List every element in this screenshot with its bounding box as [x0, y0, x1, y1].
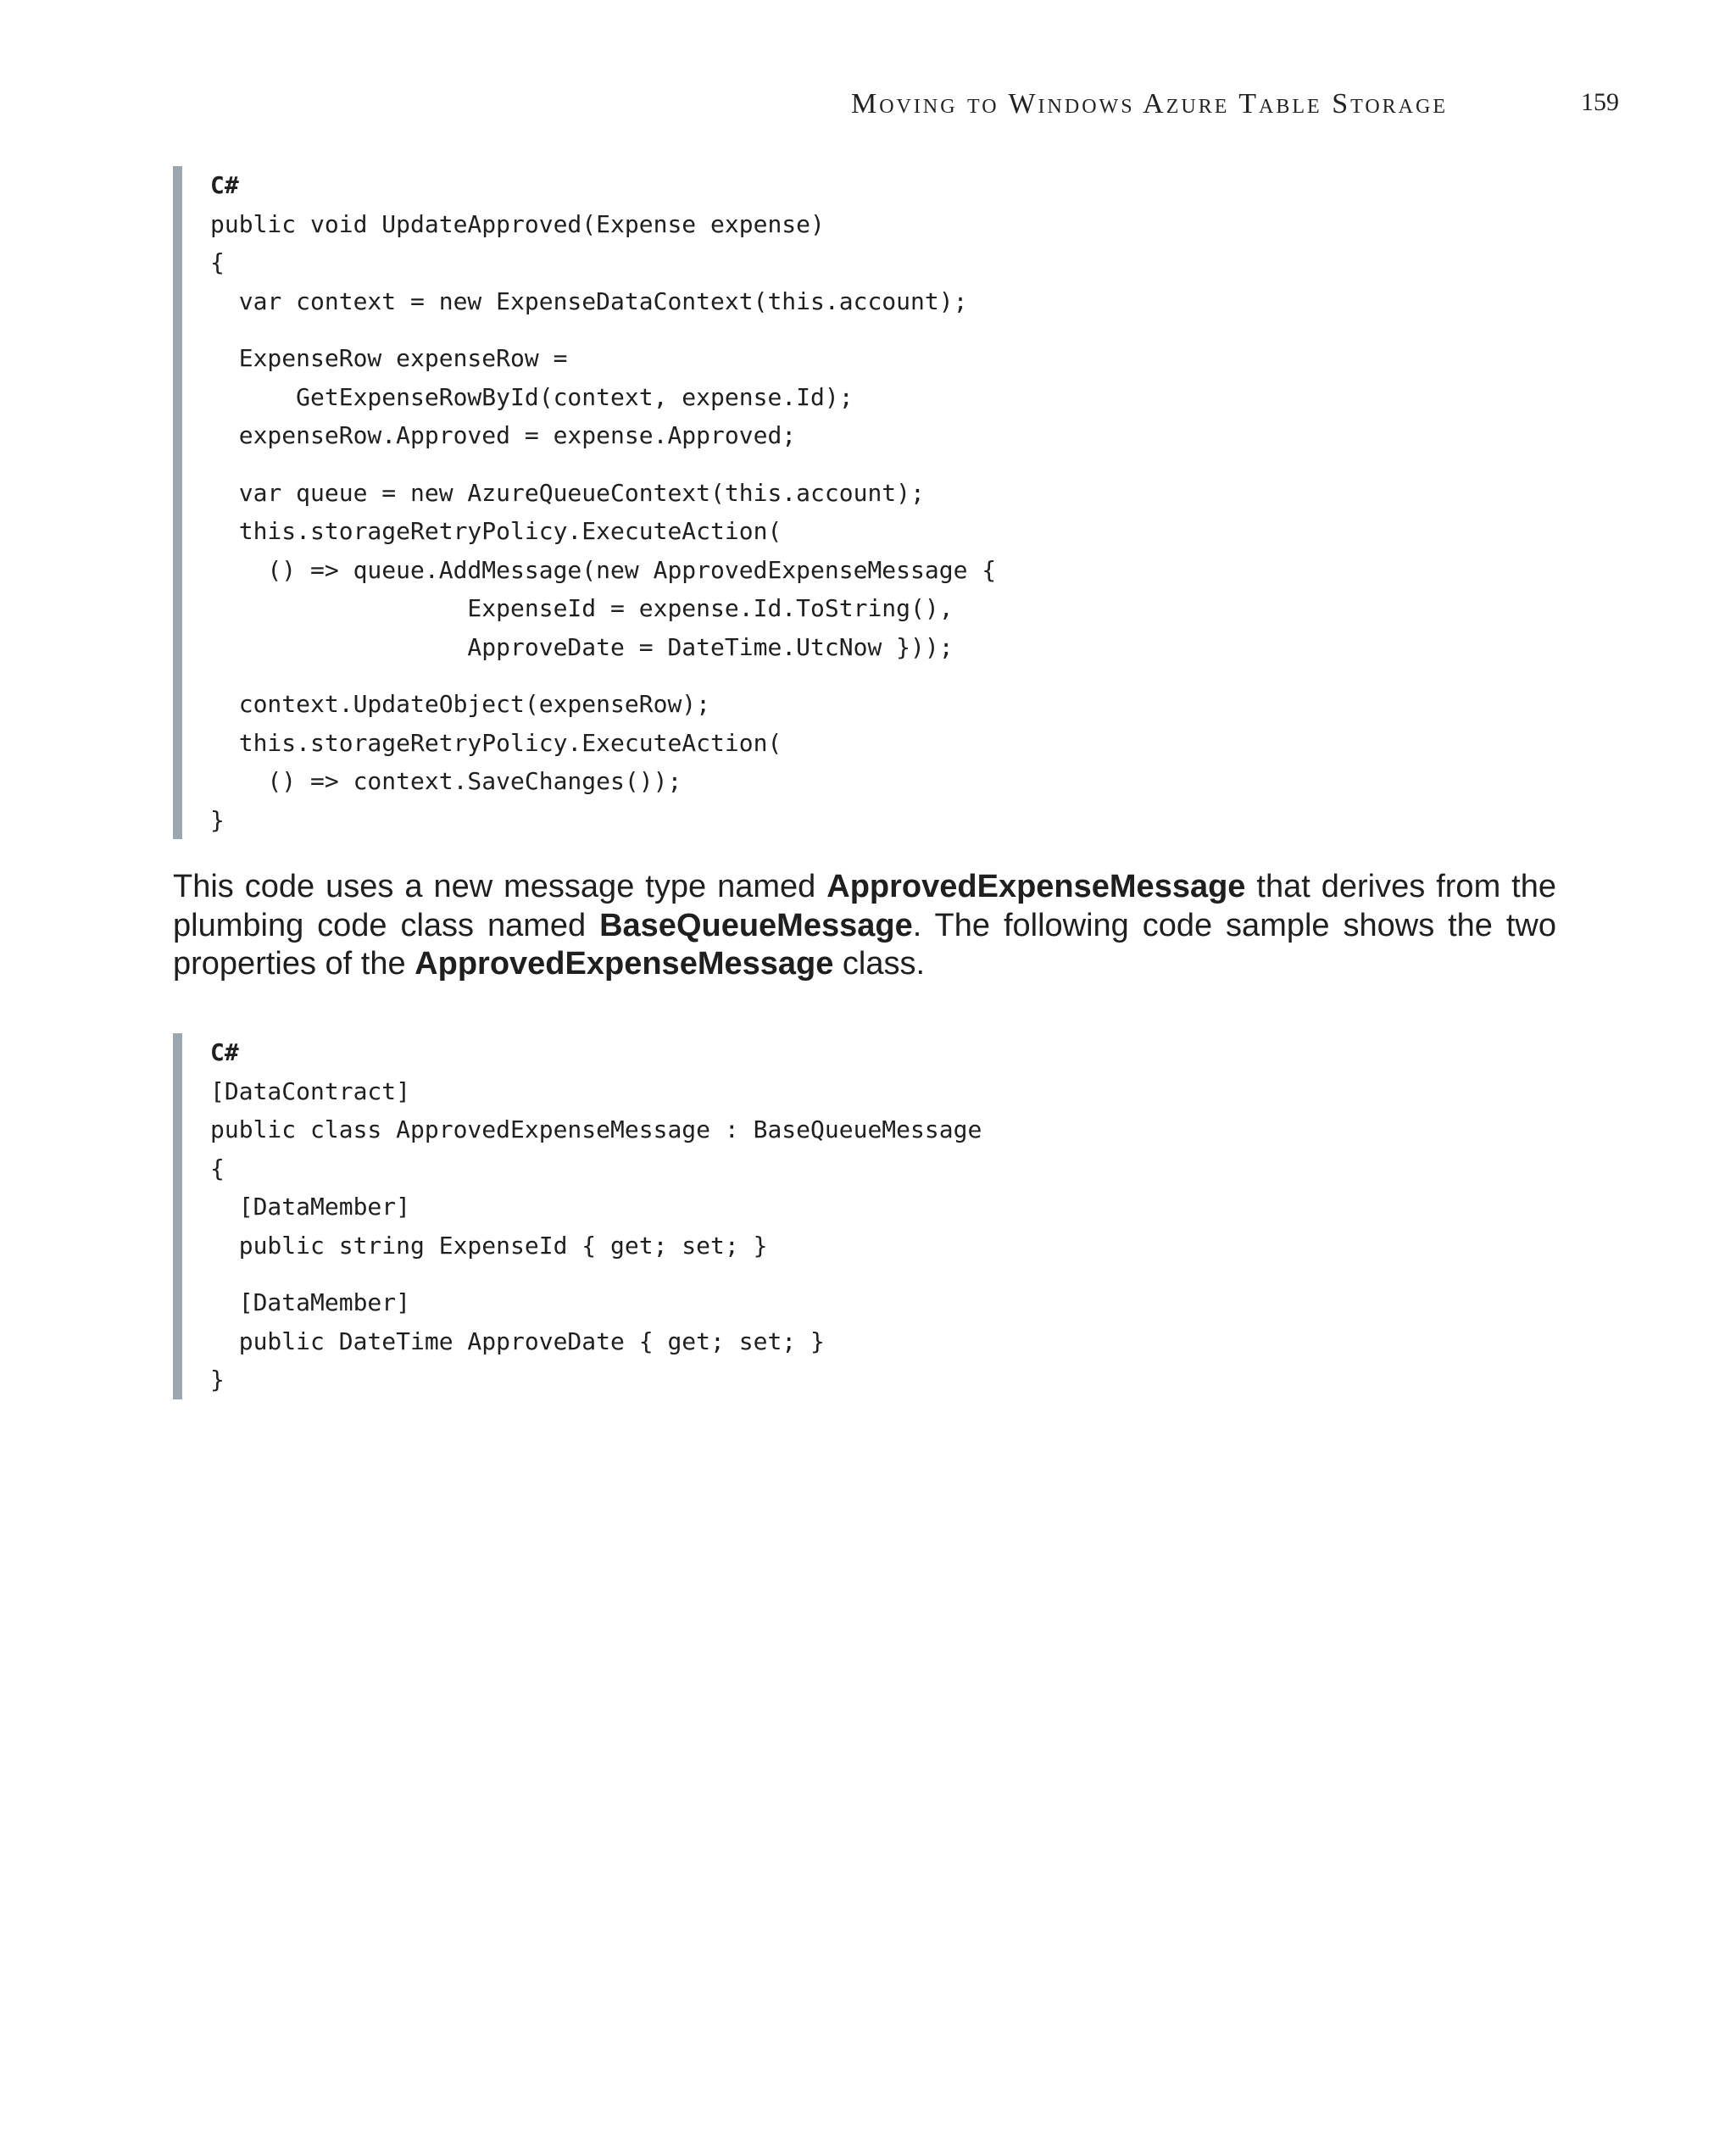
code-line: [DataMember]	[210, 1288, 411, 1316]
code-line: ExpenseRow expenseRow =	[210, 344, 568, 372]
code-line: public string ExpenseId { get; set; }	[210, 1231, 768, 1260]
paragraph-text: class.	[833, 946, 926, 982]
class-name-approved-expense-message: ApprovedExpenseMessage	[415, 946, 834, 982]
class-name-base-queue-message: BaseQueueMessage	[599, 907, 913, 943]
code-line: expenseRow.Approved = expense.Approved;	[210, 421, 797, 449]
code-line: [DataMember]	[210, 1193, 411, 1221]
code-block-message-class	[173, 1033, 1566, 1399]
code-line: ExpenseId = expense.Id.ToString(),	[210, 594, 954, 622]
code-line: public DateTime ApproveDate { get; set; }	[210, 1327, 825, 1355]
code-line: context.UpdateObject(expenseRow);	[210, 690, 711, 718]
code-line: this.storageRetryPolicy.ExecuteAction(	[210, 728, 782, 757]
code-line: }	[210, 805, 225, 834]
running-title: Moving to Windows Azure Table Storage	[850, 88, 1448, 120]
code-line: {	[210, 1154, 225, 1182]
code-language-label: C#	[210, 171, 239, 199]
paragraph-text: This code uses a new message type named	[173, 869, 827, 904]
body-paragraph	[173, 868, 1556, 984]
code-line: public void UpdateApproved(Expense expense)	[210, 209, 825, 238]
code-line: var queue = new AzureQueueContext(this.account);	[210, 478, 925, 507]
code-line: GetExpenseRowById(context, expense.Id);	[210, 382, 854, 411]
paragraph-text: . The following code sample shows the two properties of the	[173, 907, 1557, 982]
code-line: ApproveDate = DateTime.UtcNow }));	[210, 632, 954, 661]
code-line: this.storageRetryPolicy.ExecuteAction(	[210, 517, 782, 545]
page-number: 159	[1581, 88, 1619, 116]
running-head	[0, 88, 1736, 125]
code-line: var context = new ExpenseDataContext(this.account);	[210, 286, 968, 315]
code-line: () => queue.AddMessage(new ApprovedExpenseMessage {	[210, 555, 997, 584]
code-line: {	[210, 248, 225, 276]
paragraph-text: that derives from the plumbing code class named	[173, 869, 1557, 943]
code-block-update-approved	[173, 166, 1566, 839]
class-name-approved-expense-message: ApprovedExpenseMessage	[826, 869, 1246, 904]
code-language-label: C#	[210, 1038, 239, 1066]
code-line: () => context.SaveChanges());	[210, 767, 682, 795]
code-line: public class ApprovedExpenseMessage : BaseQueueMessage	[210, 1115, 982, 1143]
code-line: }	[210, 1366, 225, 1393]
code-line: [DataContract]	[210, 1076, 411, 1105]
